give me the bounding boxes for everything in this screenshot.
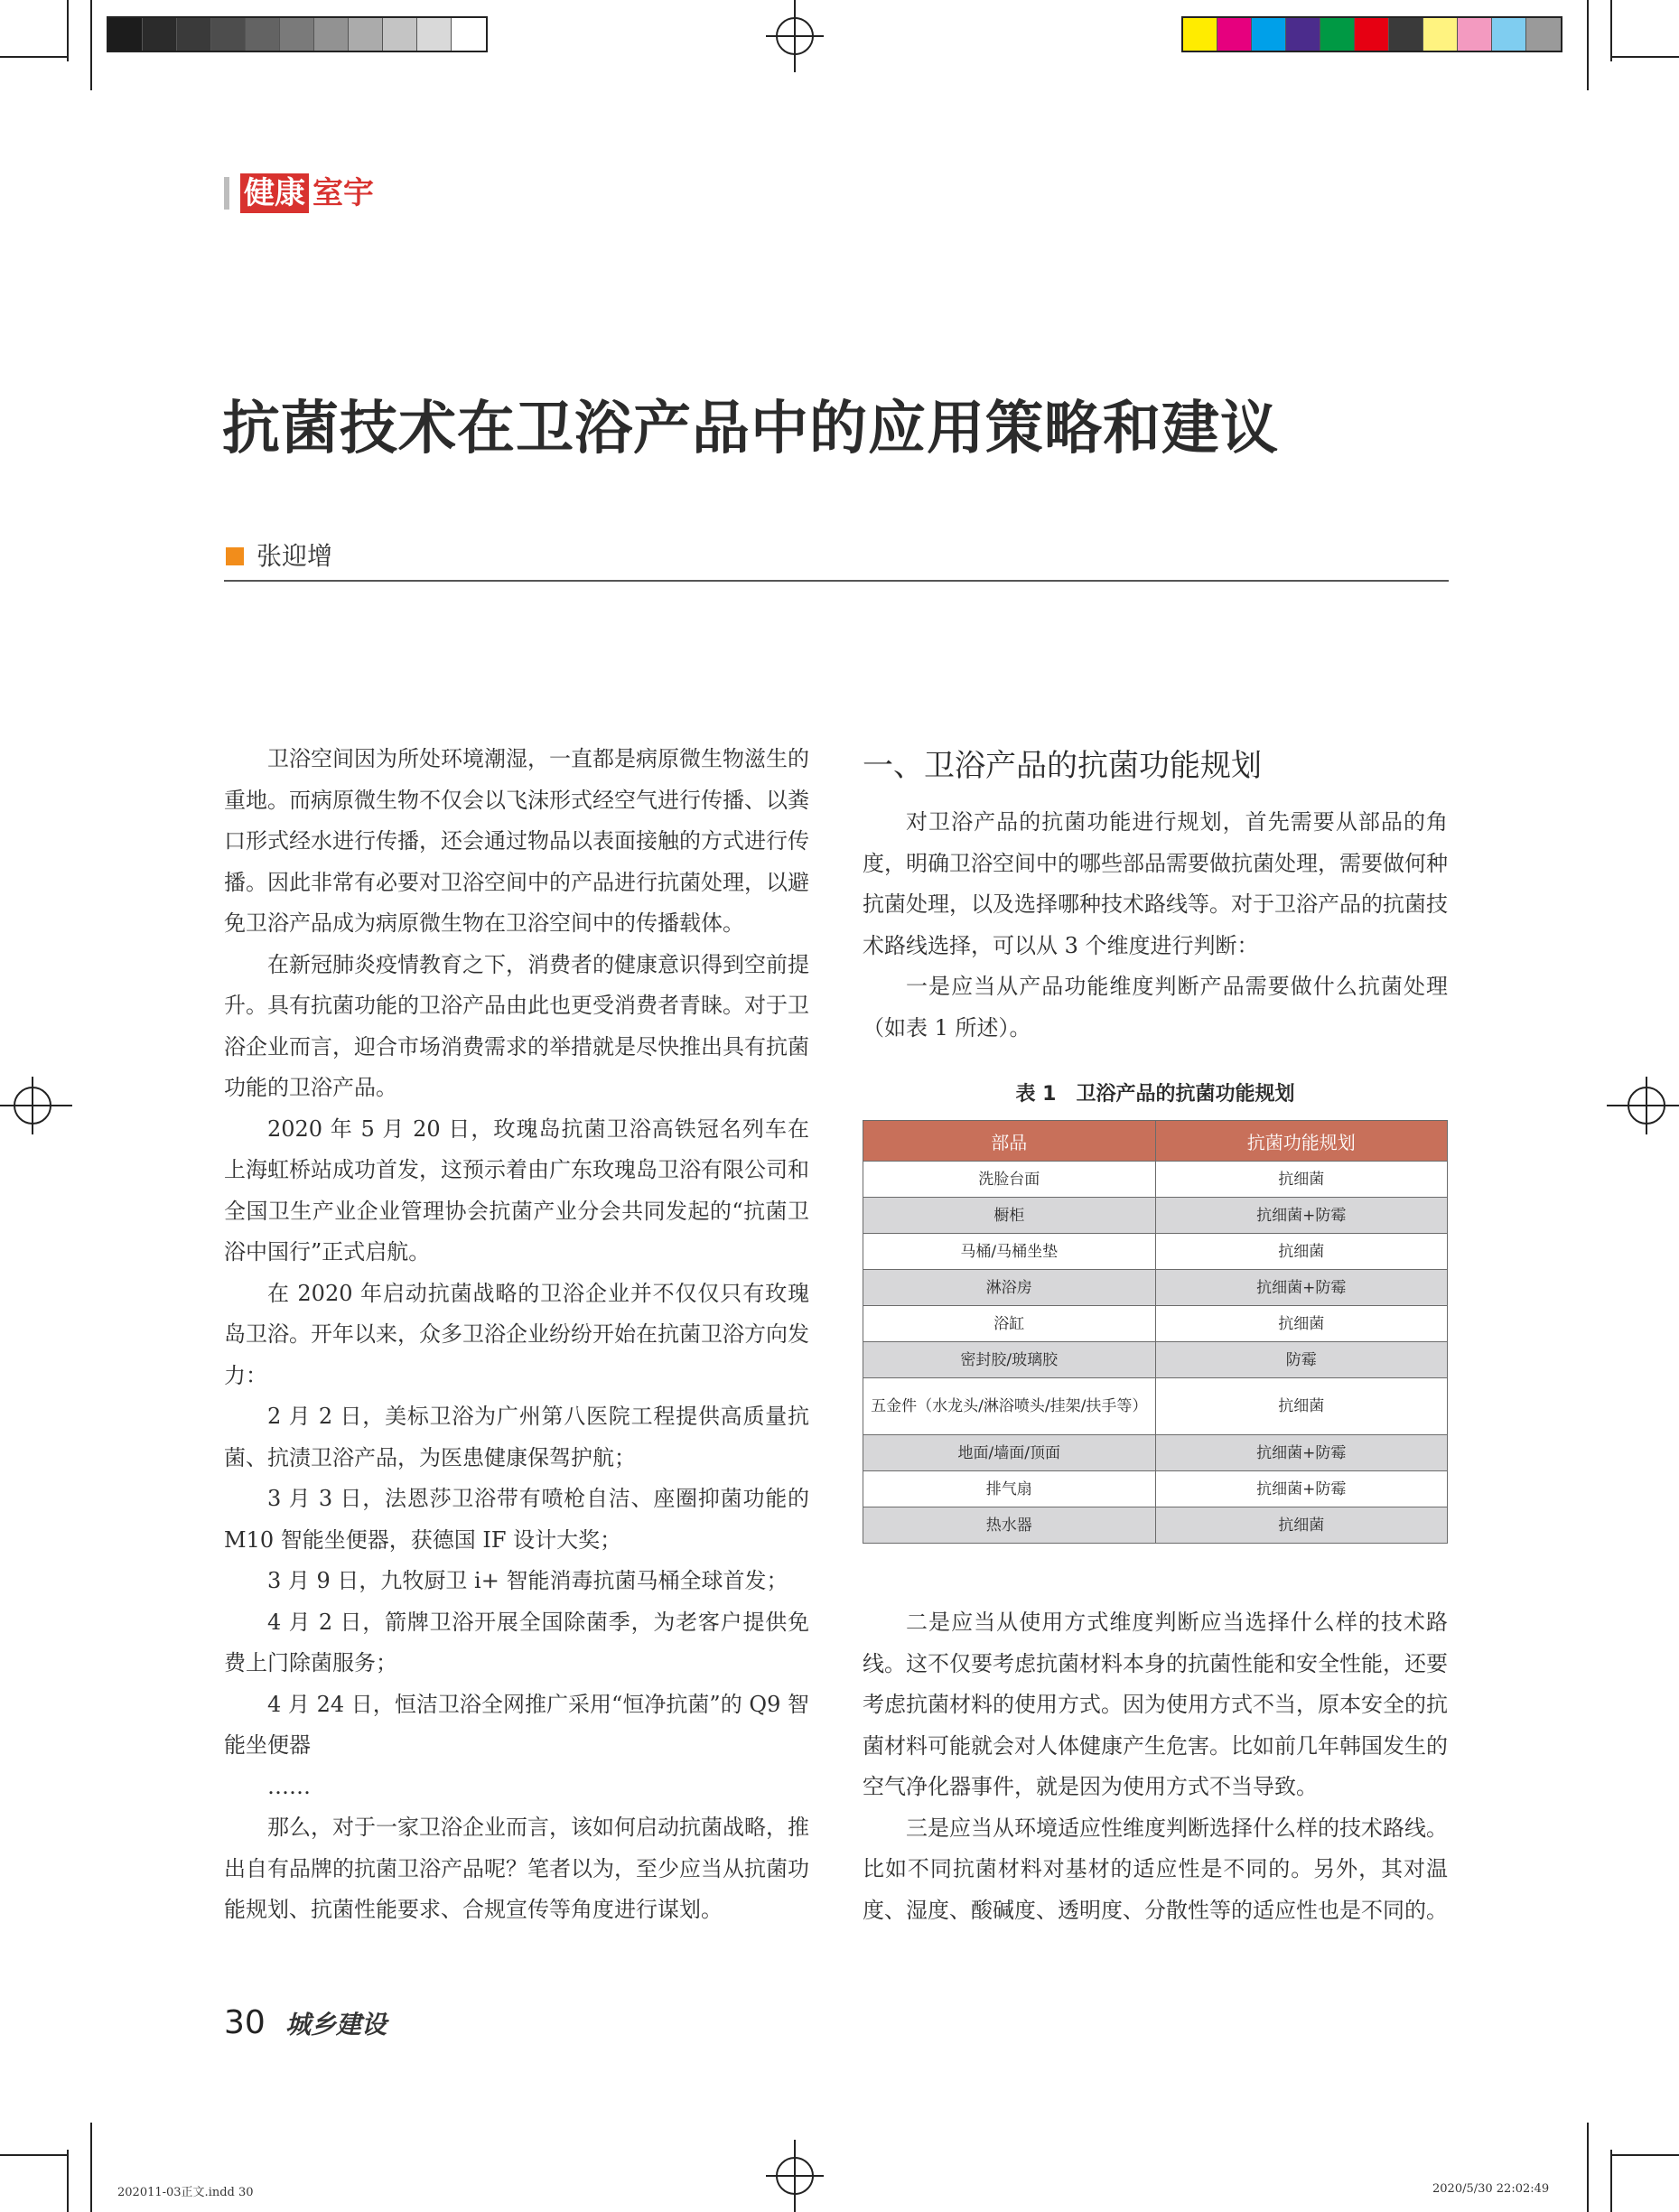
crop-mark [1587, 0, 1589, 90]
crop-mark [1610, 0, 1612, 61]
table-cell: 抗细菌 [1155, 1507, 1448, 1544]
table-cell: 地面/墙面/顶面 [863, 1435, 1156, 1471]
body-paragraph: 4 月 2 日，箭牌卫浴开展全国除菌季，为老客户提供免费上门除菌服务； [224, 1609, 809, 1675]
table-row [863, 1471, 1448, 1507]
crop-mark [67, 2150, 69, 2212]
color-swatch [1458, 18, 1492, 51]
crop-mark [0, 2154, 69, 2156]
table-header-cell: 部品 [863, 1121, 1156, 1162]
table-cell: 抗细菌 [1155, 1234, 1448, 1270]
body-paragraph: 在 2020 年启动抗菌战略的卫浴企业并不仅仅只有玫瑰岛卫浴。开年以来，众多卫浴企业纷纷开始在抗菌卫浴方向发力： [224, 1280, 809, 1388]
table-row [863, 1270, 1448, 1306]
registration-mark-top [766, 0, 824, 72]
table-cell: 抗细菌+防霉 [1155, 1198, 1448, 1234]
table-cell: 橱柜 [863, 1198, 1156, 1234]
section-heading: 一、卫浴产品的抗菌功能规划 [863, 748, 1262, 784]
color-swatch [211, 18, 246, 51]
table-cell: 排气扇 [863, 1471, 1156, 1507]
crop-mark [90, 0, 92, 90]
color-swatch [1252, 18, 1286, 51]
color-swatch [349, 18, 383, 51]
slug-filename: 202011-03正文.indd 30 [117, 2186, 254, 2199]
body-paragraph: 三是应当从环境适应性维度判断选择什么样的技术路线。比如不同抗菌材料对基材的适应性是不同的。另外，其对温度、湿度、酸碱度、透明度、分散性等的适应性也是不同的。 [863, 1815, 1448, 1923]
author-square-icon [226, 547, 244, 565]
color-swatch [143, 18, 177, 51]
table-row [863, 1435, 1448, 1471]
table-cell: 抗细菌 [1155, 1162, 1448, 1198]
color-swatch [383, 18, 417, 51]
table-row [863, 1198, 1448, 1234]
registration-mark-bottom [766, 2140, 824, 2212]
crop-mark [67, 0, 69, 61]
crop-mark [1610, 2150, 1612, 2212]
left-column [224, 739, 809, 1931]
table-row [863, 1306, 1448, 1342]
color-swatch [452, 18, 486, 51]
right-column-intro [863, 802, 1448, 1049]
author-name: 张迎增 [257, 541, 333, 571]
section-tag-bar [224, 177, 229, 210]
table-caption: 表 1 卫浴产品的抗菌功能规划 [1015, 1083, 1295, 1106]
body-paragraph: 2 月 2 日，美标卫浴为广州第八医院工程提供高质量抗菌、抗渍卫浴产品，为医患健康保驾护航； [224, 1404, 809, 1470]
body-paragraph: 一是应当从产品功能维度判断产品需要做什么抗菌处理（如表 1 所述）。 [863, 974, 1448, 1041]
article-title: 抗菌技术在卫浴产品中的应用策略和建议 [222, 396, 1279, 462]
color-swatch [1526, 18, 1561, 51]
color-swatch [108, 18, 143, 51]
table-row [863, 1162, 1448, 1198]
table-cell: 浴缸 [863, 1306, 1156, 1342]
grayscale-color-bar [107, 16, 488, 52]
registration-mark-right [1607, 1077, 1679, 1134]
table-cell: 抗细菌 [1155, 1378, 1448, 1435]
table-row [863, 1507, 1448, 1544]
table-cell: 抗细菌 [1155, 1306, 1448, 1342]
color-swatch [1492, 18, 1526, 51]
table-header-row [863, 1121, 1448, 1162]
body-paragraph: 2020 年 5 月 20 日，玫瑰岛抗菌卫浴高铁冠名列车在上海虹桥站成功首发，这预示着由广东玫瑰岛卫浴有限公司和全国卫生产业企业管理协会抗菌产业分会共同发起的“抗菌卫浴中国行”正式启航。 [224, 1115, 809, 1265]
table-header-cell: 抗菌功能规划 [1155, 1121, 1448, 1162]
color-swatch [177, 18, 211, 51]
body-paragraph: 3 月 3 日，法恩莎卫浴带有喷枪自洁、座圈抑菌功能的 M10 智能坐便器，获德国 IF 设计大奖； [224, 1486, 809, 1553]
crop-mark [1587, 2123, 1589, 2212]
crop-mark [0, 56, 69, 58]
color-swatch [1217, 18, 1252, 51]
table-cell: 抗细菌+防霉 [1155, 1435, 1448, 1471]
table-cell: 洗脸台面 [863, 1162, 1156, 1198]
table-row [863, 1342, 1448, 1378]
color-swatch [246, 18, 280, 51]
color-swatch [314, 18, 349, 51]
crop-mark [90, 2123, 92, 2212]
table-cell: 抗细菌+防霉 [1155, 1270, 1448, 1306]
ellipsis-paragraph: …… [267, 1773, 311, 1799]
body-paragraph: 在新冠肺炎疫情教育之下，消费者的健康意识得到空前提升。具有抗菌功能的卫浴产品由此也更受消费者青睐。对于卫浴企业而言，迎合市场消费需求的举措就是尽快推出具有抗菌功能的卫浴产品。 [224, 951, 809, 1100]
color-swatch [280, 18, 314, 51]
table-cell: 淋浴房 [863, 1270, 1156, 1306]
table-cell: 抗细菌+防霉 [1155, 1471, 1448, 1507]
body-paragraph: 卫浴空间因为所处环境潮湿，一直都是病原微生物滋生的重地。而病原微生物不仅会以飞沫形式经空气进行传播、以粪口形式经水进行传播，还会通过物品以表面接触的方式进行传播。因此非常有必要对卫浴空间中的产品进行抗菌处理，以避免卫浴产品成为病原微生物在卫浴空间中的传播载体。 [224, 746, 809, 936]
registration-mark-left [0, 1077, 72, 1134]
table-cell: 五金件（水龙头/淋浴喷头/挂架/扶手等） [863, 1378, 1156, 1435]
right-column-continued [863, 1602, 1448, 1931]
title-divider [224, 580, 1449, 582]
body-paragraph: 那么，对于一家卫浴企业而言，该如何启动抗菌战略，推出自有品牌的抗菌卫浴产品呢？笔者以为，至少应当从抗菌功能规划、抗菌性能要求、合规宣传等角度进行谋划。 [224, 1815, 809, 1922]
body-paragraph: 对卫浴产品的抗菌功能进行规划，首先需要从部品的角度，明确卫浴空间中的哪些部品需要做抗菌处理，需要做何种抗菌处理，以及选择哪种技术路线等。对于卫浴产品的抗菌技术路线选择，可以从 3 个维度进行判断： [863, 809, 1448, 958]
color-swatch [1423, 18, 1458, 51]
crop-mark [1610, 2154, 1679, 2156]
color-swatch [1183, 18, 1217, 51]
color-swatch [1389, 18, 1423, 51]
color-swatch [417, 18, 452, 51]
color-swatch [1320, 18, 1355, 51]
color-swatch [1355, 18, 1389, 51]
journal-name: 城乡建设 [285, 2010, 387, 2039]
feature-table [863, 1120, 1448, 1544]
color-swatch [1286, 18, 1320, 51]
body-paragraph: 4 月 24 日，恒洁卫浴全网推广采用“恒净抗菌”的 Q9 智能坐便器 [224, 1691, 809, 1758]
table-cell: 防霉 [1155, 1342, 1448, 1378]
section-tag-highlight: 健康 [240, 173, 309, 213]
slug-timestamp: 2020/5/30 22:02:49 [1432, 2182, 1550, 2196]
table-cell: 马桶/马桶坐垫 [863, 1234, 1156, 1270]
body-paragraph: 3 月 9 日，九牧厨卫 i+ 智能消毒抗菌马桶全球首发； [267, 1568, 788, 1593]
crop-mark [1610, 56, 1679, 58]
table-cell: 密封胶/玻璃胶 [863, 1342, 1156, 1378]
page-number: 30 [224, 2004, 266, 2041]
body-paragraph: 二是应当从使用方式维度判断应当选择什么样的技术路线。这不仅要考虑抗菌材料本身的抗菌性能和安全性能，还要考虑抗菌材料的使用方式。因为使用方式不当，原本安全的抗菌材料可能就会对人体健康产生危害。比如前几年韩国发生的空气净化器事件，就是因为使用方式不当导致。 [863, 1610, 1448, 1799]
section-tag-rest: 室宇 [312, 175, 374, 211]
table-row [863, 1378, 1448, 1435]
table-row [863, 1234, 1448, 1270]
table-cell: 热水器 [863, 1507, 1156, 1544]
process-color-bar [1181, 16, 1562, 52]
